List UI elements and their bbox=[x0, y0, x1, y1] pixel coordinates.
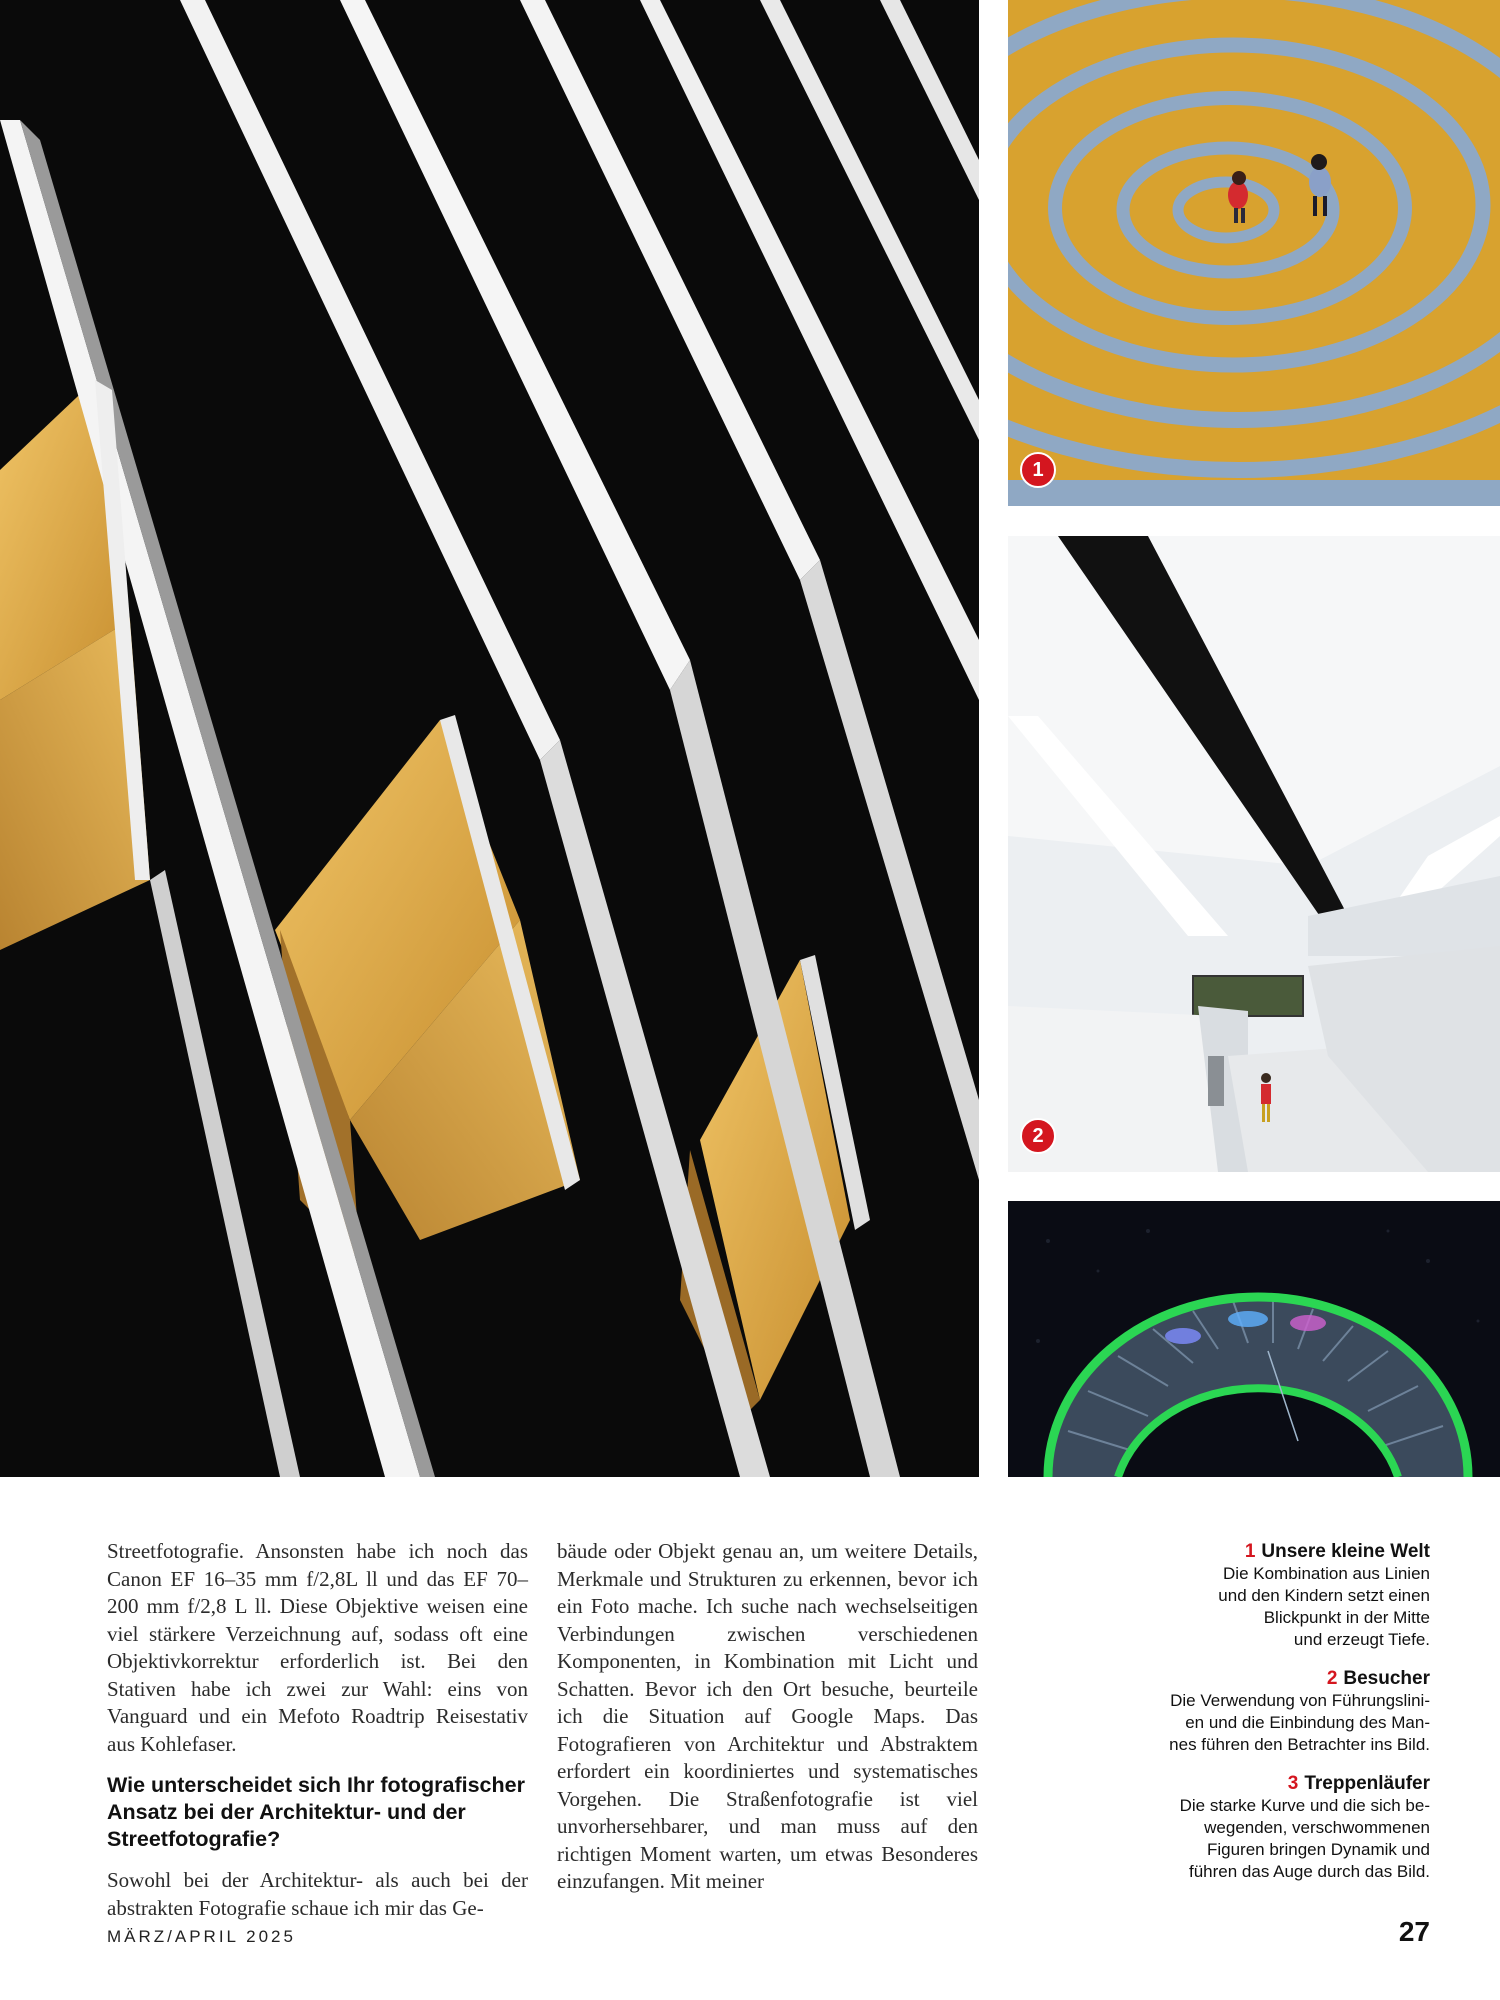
caption-heading: Treppenläufer bbox=[1304, 1773, 1430, 1794]
article-paragraph: bäude oder Objekt genau an, um weitere Details, Merkmale und Strukturen zu erkennen, bevor ich ein Foto mache. Ich suche nach wechselseitigen Verbindungen zwischen verschiedenen Komponenten, in Kombination mit Licht und Schatten. Bevor ich den Ort besuche, beurteile ich die Situation auf Google Maps. Das Fotografieren von Architektur und Abstraktem erfordert ein koordiniertes und systematisches Vorgehen. Die Straßenfotografie ist viel unvorhersehbarer, und man muss auf den richtigen Moment warten, um etwas Besonderes einzufangen. Mit meiner bbox=[557, 1539, 978, 1893]
caption-number: 3 bbox=[1287, 1773, 1299, 1794]
caption-text: Die Kombination aus Linien und den Kindern setzt einen Blickpunkt in der Mitte und erzeugt Tiefe. bbox=[1218, 1564, 1430, 1649]
article-paragraph: Streetfotografie. Ansonsten habe ich noch das Canon EF 16–35 mm f/2,8L ll und das EF 70–200 mm f/2,8 L ll. Diese Objektive weisen eine viel stärkere Verzeichnung auf, sodass oft eine Objektivkorrektur erforderlich ist. Bei den Stativen habe ich zwei zur Wahl: eins von Vanguard und ein Mefoto Roadtrip Reisestativ aus Kohlefaser. bbox=[107, 1539, 528, 1756]
caption-number: 2 bbox=[1326, 1668, 1338, 1689]
caption-text: Die starke Kurve und die sich be- wegenden, verschwommenen Figuren bringen Dynamik und führen das Auge durch das Bild. bbox=[1179, 1796, 1430, 1881]
facade-photo bbox=[0, 0, 979, 1477]
photo-number-badge: 2 bbox=[1020, 1118, 1056, 1154]
photo-number-badge: 1 bbox=[1020, 452, 1056, 488]
caption-3 bbox=[1070, 1772, 1430, 1883]
caption-1 bbox=[1070, 1540, 1430, 1651]
caption-text: Die Verwendung von Führungslini- en und die Einbindung des Man- nes führen den Betrachter ins Bild. bbox=[1169, 1691, 1430, 1754]
caption-title bbox=[1070, 1772, 1430, 1795]
article-paragraph: Sowohl bei der Architektur- als auch bei der abstrakten Fotografie schaue ich mir das Ge- bbox=[107, 1868, 528, 1920]
caption-heading: Unsere kleine Welt bbox=[1261, 1541, 1430, 1562]
photo-captions bbox=[1070, 1540, 1430, 1899]
caption-title bbox=[1070, 1540, 1430, 1563]
neon-staircase-photo bbox=[1008, 1201, 1500, 1477]
spiral-ground-photo bbox=[1008, 0, 1500, 506]
interview-question: Wie unterscheidet sich Ihr fotografischer Ansatz bei der Architektur- und der Streetfotografie? bbox=[107, 1773, 525, 1851]
interior-corridor-photo bbox=[1008, 536, 1500, 1172]
caption-2 bbox=[1070, 1667, 1430, 1756]
issue-date: MÄRZ/APRIL 2025 bbox=[107, 1927, 296, 1946]
article-column-middle bbox=[557, 1538, 978, 1896]
caption-number: 1 bbox=[1244, 1541, 1256, 1562]
page-number: 27 bbox=[1398, 1916, 1430, 1947]
caption-heading: Besucher bbox=[1343, 1668, 1430, 1689]
article-column-left bbox=[107, 1538, 528, 1922]
caption-title bbox=[1070, 1667, 1430, 1690]
